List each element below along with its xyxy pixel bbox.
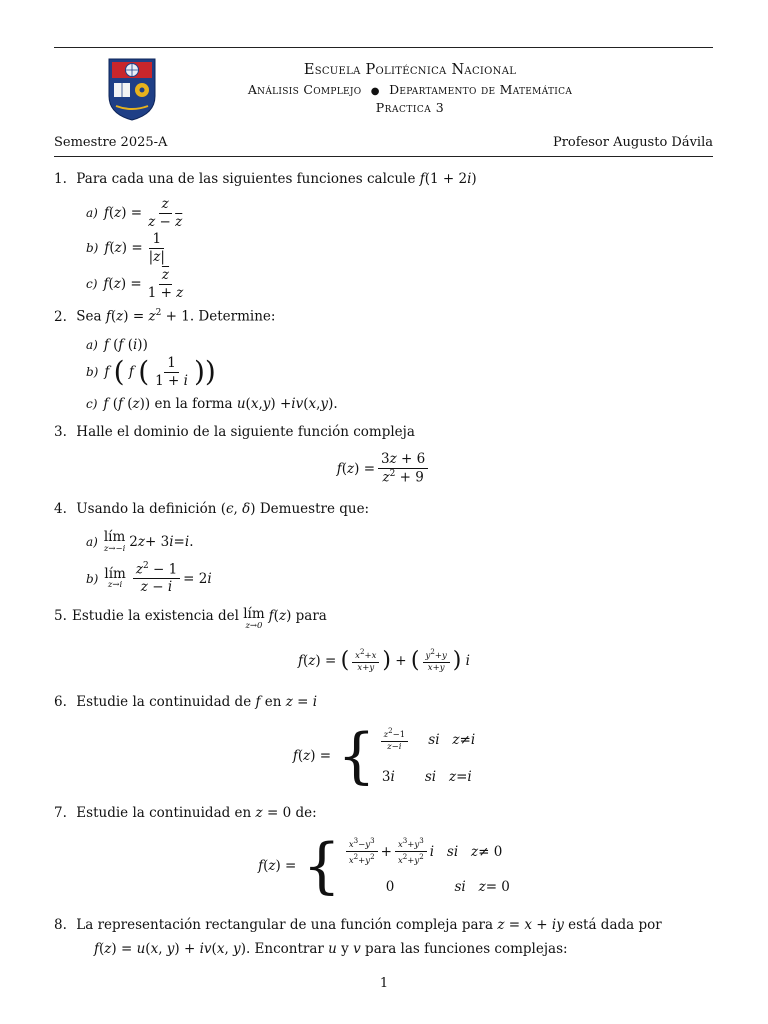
course-line — [140, 82, 680, 97]
q6-equation: f ( z ) = { $\frac{z^2-1}{z-i}$ si z ≠ i 3 i si z = i — [292, 721, 476, 791]
item-label: b) — [86, 571, 99, 586]
page-number: 1 — [379, 976, 389, 991]
bullet-separator: ● — [370, 86, 380, 97]
question-text: Para cada una de las siguientes funciones calcule — [76, 171, 416, 187]
question-5: 5. Estudie la existencia del lím z→0 f(z) para — [54, 606, 327, 631]
q1-item-b: b) f ( z ) = $\frac{1}{|z|}$ — [86, 232, 171, 265]
question-number: 7. — [54, 805, 67, 821]
question-tail: está dada por — [568, 917, 662, 933]
question-text: Estudie la continuidad en — [76, 805, 252, 821]
q4-item-a: a) lím z→−i 2 z + 3 i = i . — [86, 529, 194, 554]
question-number: 4. — [54, 501, 67, 517]
question-text: Estudie la existencia del — [72, 608, 239, 624]
practice-title: Practica 3 — [375, 100, 445, 115]
question-number: 6. — [54, 694, 67, 710]
question-number: 2. — [54, 308, 67, 325]
question-text: Estudie la continuidad de — [76, 694, 252, 710]
q3-equation: f ( z ) = $\frac{3z + 6}{z^2 + 9}$ — [0, 452, 768, 485]
fraction: $\frac{1}{|z|}$ — [148, 231, 165, 265]
fraction: $\frac{y^2+y}{x+y}$ — [423, 648, 450, 674]
fraction: $\frac{z}{z - \overline{z}}$ — [148, 196, 183, 230]
question-tail: . Determine: — [189, 308, 276, 325]
math-expression: f — [419, 171, 425, 187]
q2-item-b: b) f ( f ( $\frac{1}{1 + i}$ ) ) — [86, 355, 216, 389]
question-3 — [54, 424, 415, 440]
q1-item-c: c) f ( z ) = $\frac{\overline{z}}{1 + z}$ — [86, 268, 189, 301]
question-tail: de: — [295, 805, 317, 821]
question-4: 4. Usando la definición (ϵ, δ) Demuestre que: — [54, 501, 370, 517]
question-tail: Demuestre que: — [259, 501, 370, 517]
q5-equation: f ( z ) = ( $\frac{x^2+x}{x+y}$ ) + ( $\frac{y^2+y}{x+y}$ ) i — [298, 647, 470, 674]
q8-line2: . Encontrar — [245, 941, 324, 957]
question-1: 1. Para cada una de las siguientes funciones calcule f(1 + 2i) — [54, 171, 477, 187]
question-8-line2: f(z) = u(x, y) + iv(x, y). Encontrar u y v para las funciones complejas: — [94, 941, 568, 957]
fraction: $\frac{z^2 - 1}{z - i}$ — [133, 562, 180, 595]
limit: lím z→i — [104, 565, 126, 591]
fraction: $\frac{1}{1 + i}$ — [155, 355, 188, 389]
fraction: $\frac{\overline{z}}{1 + z}$ — [147, 267, 184, 301]
q7-equation: f ( z ) = { $\frac{x^3-y^3}{x^2+y^2}$ + $\frac{x^3+y^3}{x^2+y^2}$ i si z ≠ 0 0 si z = 0 — [258, 831, 510, 901]
question-2: 2. Sea $f(z) = z^2 + 1$. Determine: — [54, 308, 276, 325]
limit: lím z→0 — [243, 606, 265, 631]
professor-label: Profesor Augusto Dávila — [552, 135, 713, 150]
question-text: Halle el dominio de la siguiente función compleja — [76, 424, 415, 440]
fraction: $\frac{3z + 6}{z^2 + 9}$ — [378, 452, 428, 485]
item-label: b) — [86, 365, 99, 380]
q1-item-a: a) f ( z ) = $\frac{z}{z - \overline{z}}$ — [86, 197, 188, 230]
item-label: c) — [86, 397, 98, 411]
meta-row — [54, 135, 713, 150]
question-number: 5. — [54, 608, 67, 624]
question-6: 6. Estudie la continuidad de f en z = i — [54, 694, 318, 710]
top-rule — [54, 47, 713, 48]
question-8: 8. La representación rectangular de una función compleja para z = x + iy está dada por — [54, 917, 662, 933]
q2-item-a: a) f ( f ( i )) — [86, 337, 148, 353]
q8-and: y — [341, 941, 349, 957]
department-name: Departamento de Matemática — [389, 82, 573, 97]
semester-label: Semestre 2025-A — [54, 135, 168, 150]
item-label: a) — [86, 206, 98, 221]
course-name: Análisis Complejo — [247, 82, 362, 97]
question-number: 8. — [54, 917, 67, 933]
question-text: Usando la definición — [76, 501, 217, 517]
q2c-text: en la forma — [154, 396, 233, 412]
limit: lím z→−i — [103, 529, 126, 554]
item-label: a) — [86, 535, 98, 549]
question-mid: en — [264, 694, 282, 710]
question-number: 3. — [54, 424, 67, 440]
q2-item-c: c) f ( f ( z )) en la forma u ( x , y ) + iv ( x , y ). — [86, 396, 338, 412]
item-label: b) — [86, 241, 99, 256]
question-number: 1. — [54, 171, 67, 187]
header-rule — [54, 156, 713, 157]
question-7: 7. Estudie la continuidad en z = 0 de: — [54, 805, 317, 821]
item-label: a) — [86, 338, 98, 352]
fraction: $\frac{x^2+x}{x+y}$ — [352, 648, 379, 674]
question-text: La representación rectangular de una función compleja para — [76, 917, 494, 933]
item-label: c) — [86, 277, 98, 292]
question-text: Sea — [76, 308, 102, 325]
institution-name: Escuela Politécnica Nacional — [303, 62, 517, 78]
piecewise-cases: $\frac{z^2-1}{z-i}$ si z ≠ i 3 i si z = i — [377, 726, 476, 785]
q4-item-b: b) lím z→i $\frac{z^2 - 1}{z - i}$ = 2 i — [86, 561, 212, 596]
q8-line2-tail: para las funciones complejas: — [365, 941, 568, 957]
piecewise-cases: $\frac{x^3-y^3}{x^2+y^2}$ + $\frac{x^3+y^3}{x^2+y^2}$ i si z ≠ 0 0 si z = 0 — [342, 836, 510, 895]
question-tail: para — [295, 608, 327, 624]
